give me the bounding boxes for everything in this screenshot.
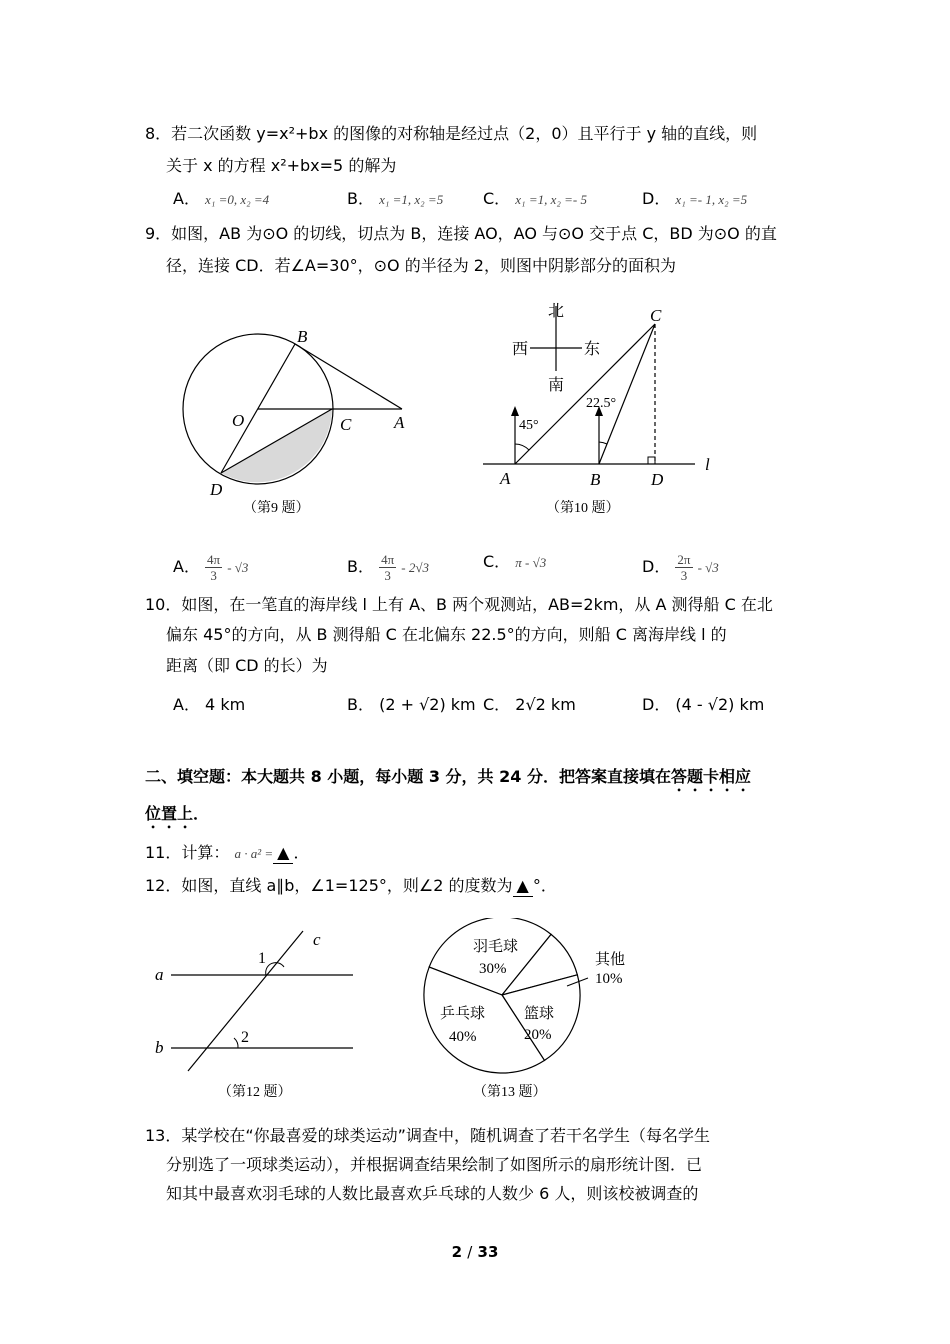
figure-12 bbox=[150, 925, 370, 1075]
figure-9-caption: （第9 题） bbox=[243, 501, 310, 516]
value-other: 10% bbox=[595, 971, 623, 987]
right-angle-mark bbox=[648, 457, 655, 464]
q8-option-d: D． x₁ =- 1, x₂ =5 bbox=[642, 189, 748, 208]
label-a: A bbox=[394, 413, 405, 432]
q10-option-c: C． 2√2 km bbox=[483, 695, 576, 714]
label-b: B bbox=[590, 470, 601, 489]
compass-south: 南 bbox=[548, 377, 565, 394]
q10-option-d: D． (4 - √2) km bbox=[642, 695, 765, 714]
angle-22-5: 22.5° bbox=[586, 396, 617, 411]
compass-west: 西 bbox=[512, 341, 529, 358]
q8-line1: 8．若二次函数 y=x²+bx 的图像的对称轴是经过点（2，0）且平行于 y 轴的直线，则 bbox=[145, 124, 758, 143]
q11-answer-blank: ▲ bbox=[273, 843, 293, 864]
label-o: O bbox=[232, 411, 245, 430]
q9-option-c: C． π - √3 bbox=[483, 552, 547, 571]
q9-line1: 9．如图，AB 为⊙O 的切线，切点为 B，连接 AO，AO 与⊙O 交于点 C，BD 为⊙O 的直 bbox=[145, 224, 777, 243]
label-other: 其他 bbox=[595, 952, 626, 968]
section-2-heading-cont: 位置上． bbox=[145, 804, 210, 823]
north-arrow-a-head bbox=[511, 406, 519, 416]
line-bc bbox=[599, 324, 655, 464]
label-angle-1: 1 bbox=[258, 950, 266, 967]
q10-line2: 偏东 45°的方向，从 B 测得船 C 在北偏东 22.5°的方向，则船 C 离海岸线 l 的 bbox=[166, 625, 727, 644]
label-pingpong: 乒乓球 bbox=[440, 1006, 486, 1022]
angle-arc-a bbox=[515, 444, 529, 450]
value-badminton: 30% bbox=[479, 961, 507, 977]
label-basketball: 篮球 bbox=[524, 1006, 555, 1022]
q12: 12．如图，直线 a∥b，∠1=125°，则∠2 的度数为 ▲ °． bbox=[145, 876, 557, 895]
q9-option-a: A． $\frac{4\pi}{3}$ - √3 bbox=[173, 552, 249, 583]
value-pingpong: 40% bbox=[449, 1029, 477, 1045]
pie-chart bbox=[415, 918, 645, 1078]
label-c: C bbox=[650, 306, 662, 325]
q10-line1: 10．如图，在一笔直的海岸线 l 上有 A、B 两个观测站，AB=2km，从 A 测得船 C 在北 bbox=[145, 595, 773, 614]
value-basketball: 20% bbox=[524, 1027, 552, 1043]
q13-line1: 13．某学校在“你最喜爱的球类运动”调查中，随机调查了若干名学生（每名学生 bbox=[145, 1126, 710, 1145]
q9-option-d: D． $\frac{2\pi}{3}$ - √3 bbox=[642, 552, 719, 583]
section-2-heading: 二、填空题：本大题共 8 小题，每小题 3 分，共 24 分．把答案直接填在答题卡相应 bbox=[145, 767, 751, 786]
figure-10 bbox=[478, 296, 728, 496]
q13-line2: 分别选了一项球类运动），并根据调查结果绘制了如图所示的扇形统计图．已 bbox=[166, 1155, 703, 1174]
q8-option-a: A． x₁ =0, x₂ =4 bbox=[173, 189, 270, 208]
tangent-ab bbox=[295, 344, 402, 409]
q10-option-b: B． (2 + √2) km bbox=[347, 695, 476, 714]
q12-answer-blank: ▲ bbox=[513, 876, 533, 897]
label-b: b bbox=[155, 1038, 164, 1057]
q13-line3: 知其中最喜欢羽毛球的人数比最喜欢乒乓球的人数少 6 人，则该校被调查的 bbox=[166, 1184, 699, 1203]
label-angle-2: 2 bbox=[241, 1029, 249, 1046]
q10-line3: 距离（即 CD 的长）为 bbox=[166, 656, 328, 675]
label-b: B bbox=[297, 327, 308, 346]
figure-10-caption: （第10 题） bbox=[546, 501, 620, 516]
page-number: 2 / 33 bbox=[451, 1243, 499, 1261]
compass-east: 东 bbox=[584, 341, 601, 358]
compass-north: 北 bbox=[548, 303, 565, 320]
q8-option-c: C． x₁ =1, x₂ =- 5 bbox=[483, 189, 587, 208]
label-a: a bbox=[155, 965, 164, 984]
angle-45: 45° bbox=[519, 418, 539, 433]
line-c bbox=[188, 931, 303, 1071]
q9-option-b: B． $\frac{4\pi}{3}$ - 2√3 bbox=[347, 552, 429, 583]
label-l: l bbox=[705, 455, 710, 474]
label-a: A bbox=[500, 469, 511, 488]
q8-option-b: B． x₁ =1, x₂ =5 bbox=[347, 189, 444, 208]
label-c: c bbox=[313, 930, 321, 949]
label-badminton: 羽毛球 bbox=[473, 939, 519, 955]
figure-12-caption: （第12 题） bbox=[218, 1085, 292, 1100]
angle-arc-b bbox=[599, 442, 607, 444]
figure-9 bbox=[170, 320, 440, 520]
angle-2-arc bbox=[234, 1038, 238, 1048]
label-d: D bbox=[210, 480, 223, 499]
figure-13-caption: （第13 题） bbox=[473, 1085, 547, 1100]
label-c: C bbox=[340, 415, 352, 434]
label-d: D bbox=[651, 470, 664, 489]
q11: 11．计算： a · a² = ▲ ． bbox=[145, 843, 310, 862]
q8-line2: 关于 x 的方程 x²+bx=5 的解为 bbox=[166, 156, 397, 175]
q10-option-a: A． 4 km bbox=[173, 695, 246, 714]
q9-line2: 径，连接 CD．若∠A=30°，⊙O 的半径为 2，则图中阴影部分的面积为 bbox=[166, 256, 676, 275]
